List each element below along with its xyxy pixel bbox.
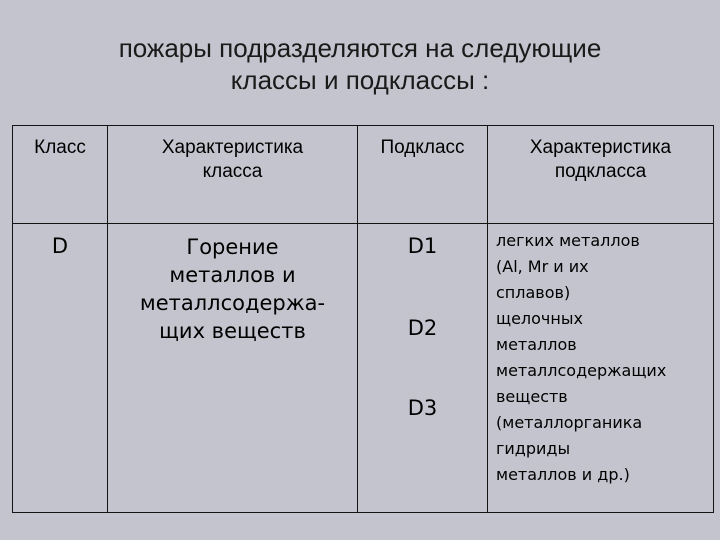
subclass-description-line: (металлорганика [496,413,643,432]
subclass-description-cell [488,224,714,513]
subclass-description-line: веществ [496,387,568,406]
subclass-description-line: металлов и др.) [496,465,630,484]
table-row [13,224,714,513]
subclass-description-line: щелочных [496,309,583,328]
fire-classes-table [12,125,714,513]
header-subclass-characteristic [488,126,714,224]
subclass-d1: D1 [407,234,438,258]
slide-title [40,32,680,96]
class-description-line: металлсодержа- [139,291,326,315]
header-subclass-characteristic-line-1: Характеристика [529,137,672,158]
subclass-description-line: металлсодержащих [496,361,667,380]
subclass-description-line: металлов [496,335,577,354]
subclass-description-line: легких металлов [496,231,640,250]
subclass-cell [358,224,488,513]
subclass-description-line: (Al, Mr и их [496,257,589,276]
header-subclass-label: Подкласс [380,137,465,158]
subclass-description-line: сплавов) [496,283,571,302]
slide-title-line-2: классы и подклассы : [230,65,490,95]
header-class-characteristic [108,126,358,224]
subclass-description-line: гидриды [496,439,571,458]
header-subclass [358,126,488,224]
class-description-line: Горение [186,235,279,259]
class-description-line: металлов и [169,263,296,287]
header-class-characteristic-line-1: Характеристика [161,137,304,158]
class-cell: D [13,224,108,513]
subclass-d3: D3 [407,396,438,420]
header-subclass-characteristic-line-2: подкласса [554,161,647,182]
header-class [13,126,108,224]
header-class-characteristic-line-2: класса [202,161,263,182]
header-class-label: Класс [34,137,86,158]
class-description-line: щих веществ [159,319,306,343]
slide-title-line-1: пожары подразделяются на следующие [118,33,602,63]
subclass-d2: D2 [407,316,438,340]
class-description-cell [108,224,358,513]
table-header-row [13,126,714,224]
